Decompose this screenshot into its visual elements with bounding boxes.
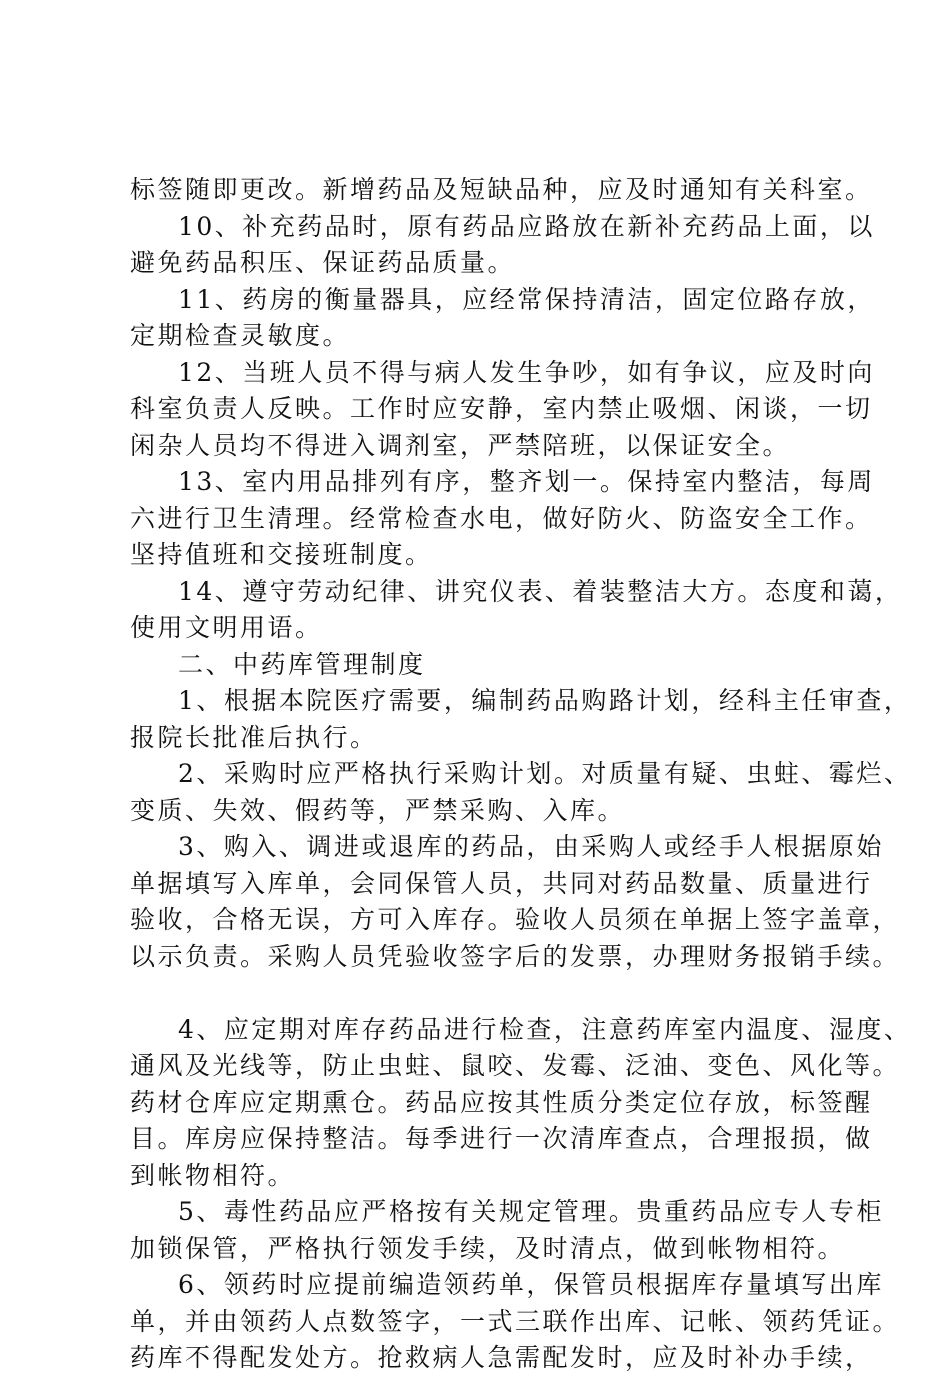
paragraph-line: 药库不得配发处方。抢救病人急需配发时，应及时补办手续，: [130, 1343, 873, 1372]
paragraph-line: 药材仓库应定期熏仓。药品应按其性质分类定位存放，标签醒: [130, 1087, 873, 1117]
paragraph-first-line: 14、遵守劳动纪律、讲究仪表、着装整洁大方。态度和蔼，: [178, 576, 903, 606]
paragraph-first-line: 1、根据本院医疗需要，编制药品购路计划，经科主任审查，: [178, 686, 912, 715]
paragraph-first-line: 11、药房的衡量器具，应经常保持清洁，固定位路存放，: [178, 284, 875, 314]
paragraph-line: 加锁保管，严格执行领发手续，及时清点，做到帐物相符。: [130, 1233, 846, 1263]
paragraph-line: 避免药品积压、保证药品质量。: [130, 248, 516, 277]
paragraph-first-line: 10、补充药品时，原有药品应路放在新补充药品上面，以: [178, 211, 875, 241]
paragraph-line: 闲杂人员均不得进入调剂室，严禁陪班，以保证安全。: [130, 430, 791, 460]
paragraph-first-line: 2、采购时应严格执行采购计划。对质量有疑、虫蛀、霉烂、: [178, 759, 912, 788]
paragraph-line: 通风及光线等，防止虫蛀、鼠咬、发霉、泛油、变色、风化等。: [130, 1051, 901, 1080]
paragraph-first-line: 5、毒性药品应严格按有关规定管理。贵重药品应专人专柜: [178, 1197, 884, 1226]
paragraph-line: 标签随即更改。新增药品及短缺品种，应及时通知有关科室。: [130, 175, 873, 204]
paragraph-line: 单据填写入库单，会同保管人员，共同对药品数量、质量进行: [130, 868, 873, 898]
document-body: [130, 172, 912, 1377]
paragraph-first-line: 6、领药时应提前编造领药单，保管员根据库存量填写出库: [178, 1270, 884, 1299]
blank-line: [130, 975, 850, 1012]
paragraph-line: 以示负责。采购人员凭验收签字后的发票，办理财务报销手续。: [130, 941, 901, 971]
paragraph-line: 六进行卫生清理。经常检查水电，做好防火、防盗安全工作。: [130, 503, 873, 533]
paragraph-first-line: 13、室内用品排列有序，整齐划一。保持室内整洁，每周: [178, 467, 875, 496]
paragraph-line: 变质、失效、假药等，严禁采购、入库。: [130, 795, 626, 825]
paragraph-line: 验收，合格无误，方可入库存。验收人员须在单据上签字盖章，: [130, 905, 901, 934]
paragraph-line: 目。库房应保持整洁。每季进行一次清库查点，合理报损，做: [130, 1124, 873, 1153]
paragraph-line: 报院长批准后执行。: [130, 722, 378, 752]
paragraph-line: 定期检查灵敏度。: [130, 321, 351, 350]
paragraph-first-line: 3、购入、调进或退库的药品，由采购人或经手人根据原始: [178, 832, 884, 861]
paragraph-first-line: 12、当班人员不得与病人发生争吵，如有争议，应及时向: [178, 357, 875, 387]
paragraph-line: 使用文明用语。: [130, 613, 323, 642]
paragraph-line: 单，并由领药人点数签字，一式三联作出库、记帐、领药凭证。: [130, 1306, 901, 1336]
paragraph-line: 坚持值班和交接班制度。: [130, 540, 433, 569]
paragraph-line: 科室负责人反映。工作时应安静，室内禁止吸烟、闲谈，一切: [130, 394, 873, 423]
paragraph-line: 到帐物相符。: [130, 1160, 296, 1190]
paragraph-first-line: 4、应定期对库存药品进行检查，注意药库室内温度、湿度、: [178, 1014, 912, 1044]
paragraph-first-line: 二、中药库管理制度: [178, 649, 426, 679]
